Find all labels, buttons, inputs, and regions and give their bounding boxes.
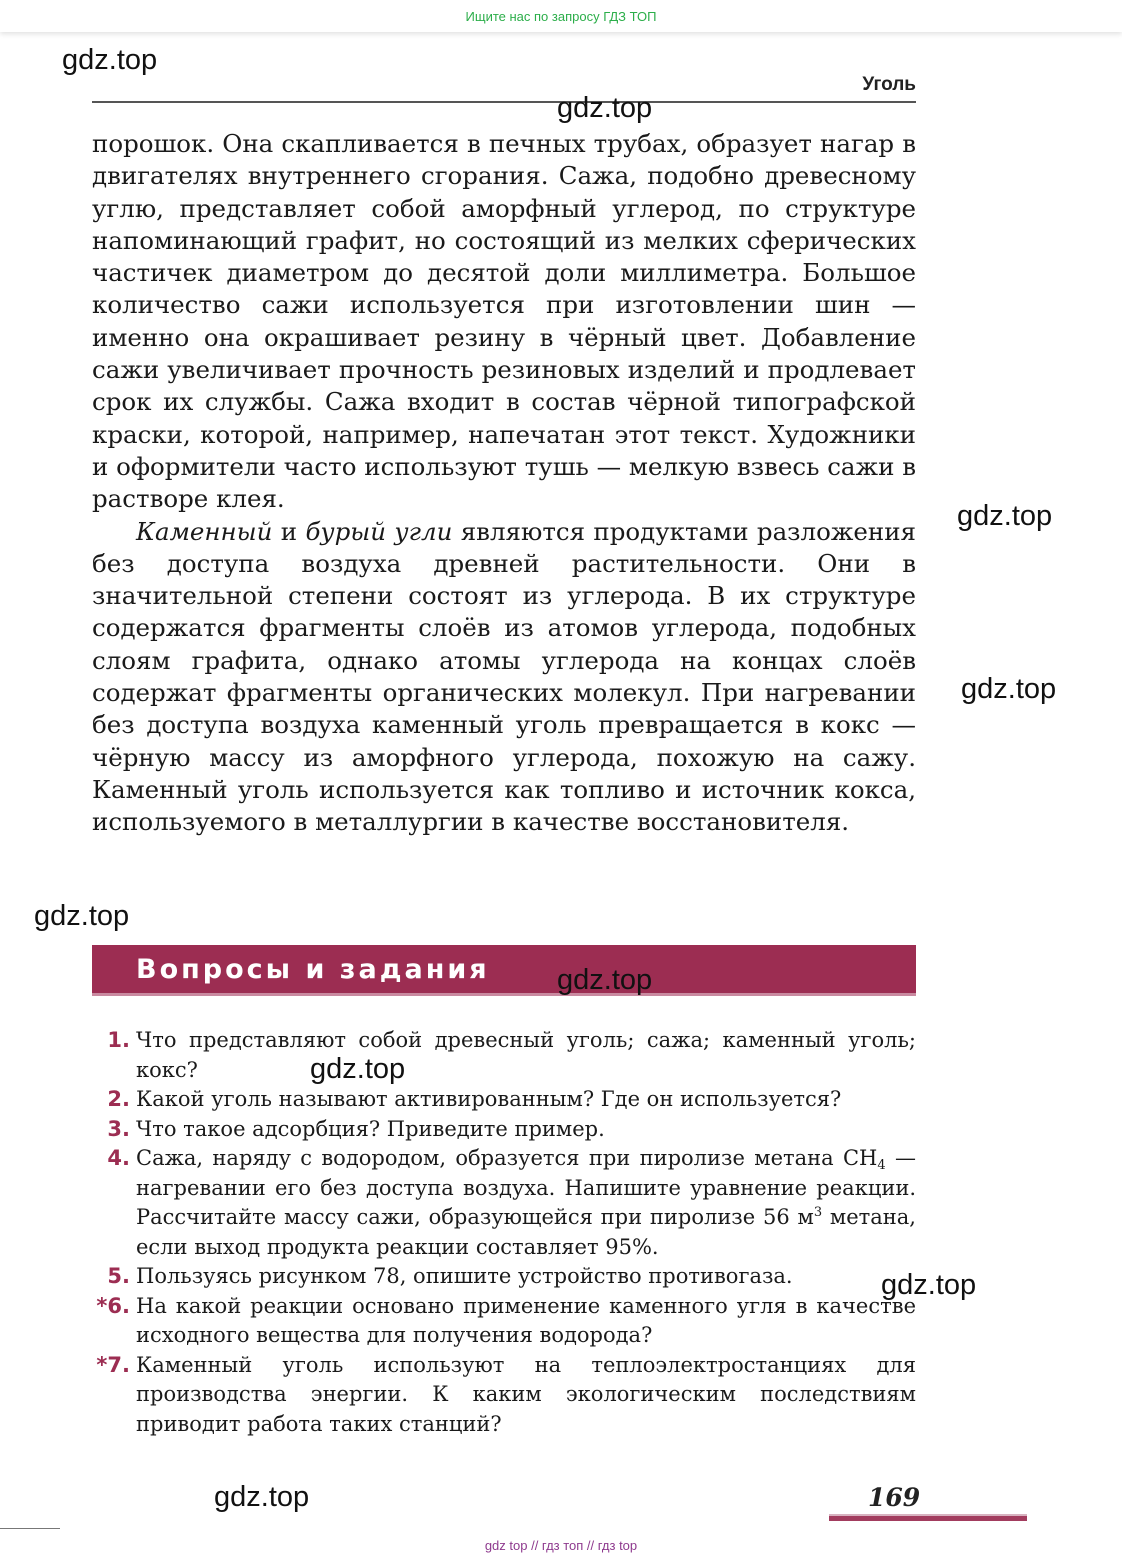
question-number: 4. — [107, 1146, 130, 1170]
question-text: Какой уголь называют активированным? Где он используется? — [136, 1087, 842, 1111]
question-text: Сажа, наряду с водородом, образуется при пиролизе метана $CH_4$ — нагревании его без доступа воздуха. Напишите уравнение реакции. Рассчитайте массу сажи, образующейся при пиролизе 56 $м^3$ метана, если выход продукта реакции составляет 95%. — [136, 1146, 916, 1259]
header-rule — [92, 101, 916, 103]
body-text — [92, 128, 916, 839]
question-item — [92, 1115, 916, 1145]
question-number: *7. — [96, 1352, 130, 1377]
top-banner-text: Ищите нас по запросу ГДЗ ТОП — [465, 9, 657, 24]
question-text: Что такое адсорбция? Приведите пример. — [136, 1116, 605, 1141]
question-text: Что представляют собой древесный уголь; сажа; каменный уголь; кокс? — [136, 1028, 916, 1082]
watermark: gdz.top — [34, 900, 130, 932]
watermark: gdz.top — [557, 964, 653, 996]
footer-links: gdz top // гдз топ // гдз top — [484, 1538, 638, 1553]
question-text: Каменный уголь используют на теплоэлектростанциях для производства энергии. К каким экологическим последствиям приводит работа таких станций? — [136, 1352, 916, 1436]
running-head: Уголь — [862, 74, 916, 95]
page-number-rule — [829, 1514, 1027, 1521]
question-item — [92, 1262, 916, 1292]
question-item — [92, 1292, 916, 1351]
question-number: 1. — [107, 1028, 130, 1052]
page-number: 169 — [868, 1483, 921, 1512]
watermark: gdz.top — [62, 44, 158, 76]
section-title: Вопросы и задания — [136, 954, 490, 985]
question-number: 3. — [107, 1116, 130, 1141]
watermark: gdz.top — [961, 673, 1057, 705]
superscript: 3 — [813, 1205, 823, 1220]
section-header — [92, 945, 916, 996]
question-item — [92, 1351, 916, 1440]
emphasis: бурый угли — [305, 516, 453, 546]
watermark: gdz.top — [557, 92, 653, 124]
footer-divider — [0, 1528, 60, 1529]
watermark: gdz.top — [957, 500, 1053, 532]
watermark: gdz.top — [881, 1269, 977, 1301]
question-text: Пользуясь рисунком 78, опишите устройство противогаза. — [136, 1264, 793, 1288]
watermark: gdz.top — [310, 1053, 406, 1085]
question-item — [92, 1144, 916, 1262]
question-item — [92, 1085, 916, 1115]
paragraph: Каменный и бурый угли являются продуктами разложения без доступа воздуха древней растительности. Они в значительной степени состоят из углерода. В их структуре содержатся фрагменты слоёв из атомов углерода, подобных слоям графита, однако атомы углерода на концах слоёв содержат фрагменты органических молекул. При нагревании без доступа воздуха каменный уголь превращается в кокс — чёрную массу из аморфного углерода, похожую на сажу. Каменный уголь используется как топливо и источник кокса, используемого в металлургии в качестве восстановителя. — [92, 516, 917, 837]
paragraph: порошок. Она скапливается в печных трубах, образует нагар в двигателях внутреннего сгорания. Сажа, подобно древесному углю, представляет собой аморфный углерод, по структуре напоминающий графит, но состоящий из мелких сферических частичек диаметром до десятой доли миллиметра. Большое количество сажи используется при изготовлении шин — именно она окрашивает резину в чёрный цвет. Добавление сажи увеличивает прочность резиновых изделий и продлевает срок их службы. Сажа входит в состав чёрной типографской краски, которой, например, напечатан этот текст. Художники и оформители часто используют тушь — мелкую взвесь сажи в растворе клея. — [92, 129, 916, 514]
emphasis: Каменный — [136, 516, 273, 546]
question-text: На какой реакции основано применение каменного угля в качестве исходного вещества для получения водорода? — [136, 1293, 916, 1347]
question-number: *6. — [96, 1293, 130, 1318]
question-item — [92, 1026, 916, 1085]
subscript: 4 — [877, 1158, 886, 1173]
question-number: 5. — [107, 1264, 130, 1288]
top-banner — [0, 0, 1122, 32]
watermark: gdz.top — [214, 1481, 310, 1513]
question-number: 2. — [107, 1087, 130, 1111]
questions-list — [92, 1026, 916, 1439]
